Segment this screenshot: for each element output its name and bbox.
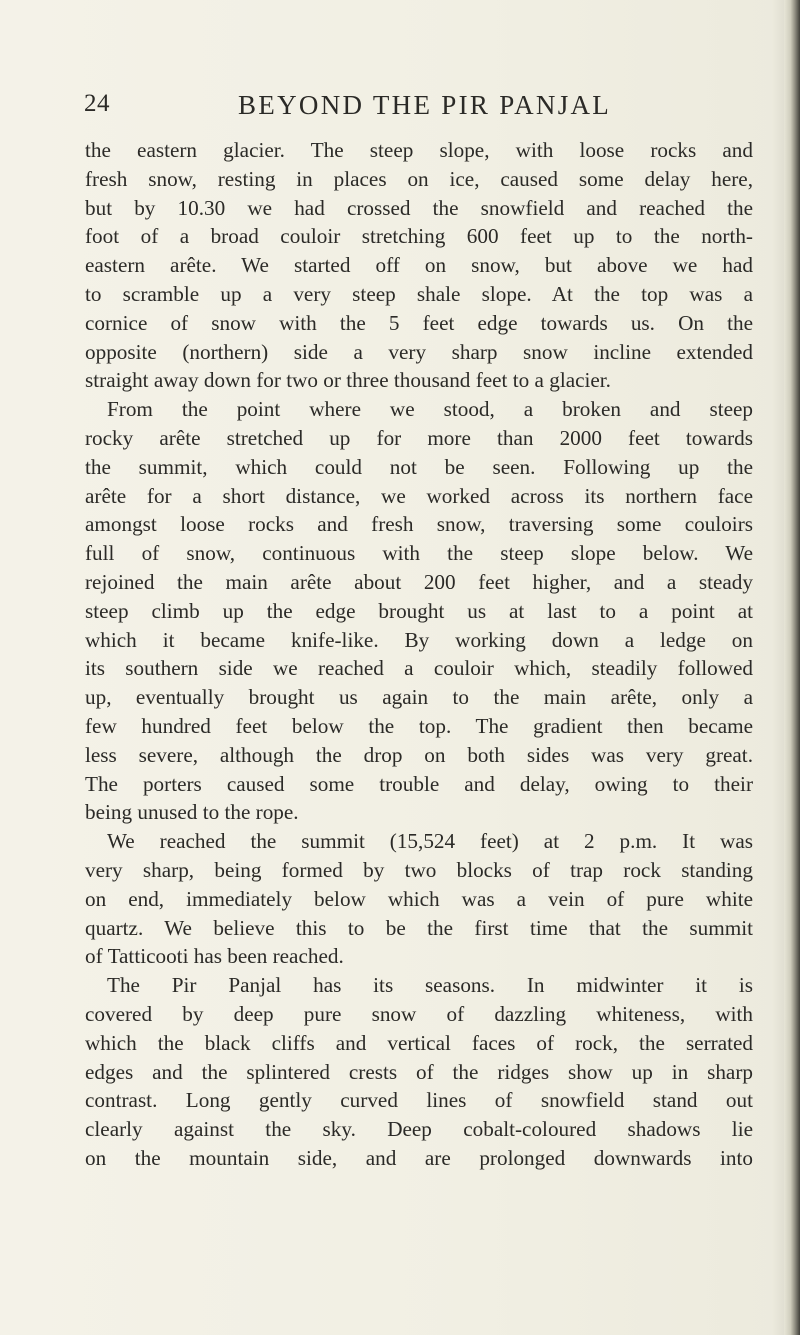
page-gutter-shadow bbox=[772, 0, 784, 1335]
text-line: eastern arête. We started off on snow, but above we had bbox=[85, 253, 753, 278]
text-line: opposite (northern) side a very sharp snow incline extended bbox=[85, 339, 753, 364]
text-line: clearly against the sky. Deep cobalt-coloured shadows lie bbox=[85, 1117, 753, 1142]
text-line: cornice of snow with the 5 feet edge towards us. On the bbox=[85, 310, 753, 335]
text-line: fresh snow, resting in places on ice, caused some delay here, bbox=[85, 166, 753, 191]
text-line: up, eventually brought us again to the main arête, only a bbox=[85, 685, 753, 710]
text-line: straight away down for two or three thousand feet to a glacier. bbox=[85, 368, 611, 393]
page-number: 24 bbox=[84, 90, 110, 117]
text-line: being unused to the rope. bbox=[85, 800, 299, 825]
page-header bbox=[84, 90, 754, 130]
text-line: edges and the splintered crests of the ridges show up in sharp bbox=[85, 1059, 753, 1084]
text-line: steep climb up the edge brought us at last to a point at bbox=[85, 598, 753, 623]
text-line: full of snow, continuous with the steep slope below. We bbox=[85, 541, 753, 566]
text-line: few hundred feet below the top. The gradient then became bbox=[85, 713, 753, 738]
text-line: amongst loose rocks and fresh snow, traversing some couloirs bbox=[85, 512, 753, 537]
page-edge bbox=[784, 0, 800, 1335]
text-line: the eastern glacier. The steep slope, with loose rocks and bbox=[85, 138, 753, 162]
text-line: foot of a broad couloir stretching 600 feet up to the north- bbox=[85, 224, 753, 249]
paragraph-start-line: From the point where we stood, a broken and steep bbox=[107, 397, 753, 422]
running-head: BEYOND THE PIR PANJAL bbox=[238, 90, 612, 120]
text-line: very sharp, being formed by two blocks of trap rock standing bbox=[85, 857, 753, 882]
text-line: rejoined the main arête about 200 feet higher, and a steady bbox=[85, 569, 753, 594]
text-line: the summit, which could not be seen. Following up the bbox=[85, 454, 753, 479]
text-line: contrast. Long gently curved lines of snowfield stand out bbox=[85, 1088, 753, 1113]
text-line: covered by deep pure snow of dazzling whiteness, with bbox=[85, 1001, 753, 1026]
paragraph-start-line: The Pir Panjal has its seasons. In midwinter it is bbox=[107, 973, 753, 998]
text-line: less severe, although the drop on both sides was very great. bbox=[85, 742, 753, 767]
text-line: on end, immediately below which was a vein of pure white bbox=[85, 886, 753, 911]
text-line: on the mountain side, and are prolonged downwards into bbox=[85, 1145, 753, 1170]
paragraph-start-line: We reached the summit (15,524 feet) at 2 p.m. It was bbox=[107, 829, 753, 854]
text-line: its southern side we reached a couloir which, steadily followed bbox=[85, 656, 753, 681]
text-line: which the black cliffs and vertical faces of rock, the serrated bbox=[85, 1030, 753, 1055]
text-line: of Tatticooti has been reached. bbox=[85, 944, 344, 969]
body-text bbox=[85, 136, 753, 1173]
text-line: The porters caused some trouble and delay, owing to their bbox=[85, 771, 753, 796]
text-line: to scramble up a very steep shale slope. At the top was a bbox=[85, 281, 753, 306]
text-line: which it became knife-like. By working down a ledge on bbox=[85, 627, 753, 652]
text-line: arête for a short distance, we worked across its northern face bbox=[85, 483, 753, 508]
text-line: rocky arête stretched up for more than 2000 feet towards bbox=[85, 425, 753, 450]
text-line: but by 10.30 we had crossed the snowfield and reached the bbox=[85, 195, 753, 220]
text-line: quartz. We believe this to be the first time that the summit bbox=[85, 915, 753, 940]
